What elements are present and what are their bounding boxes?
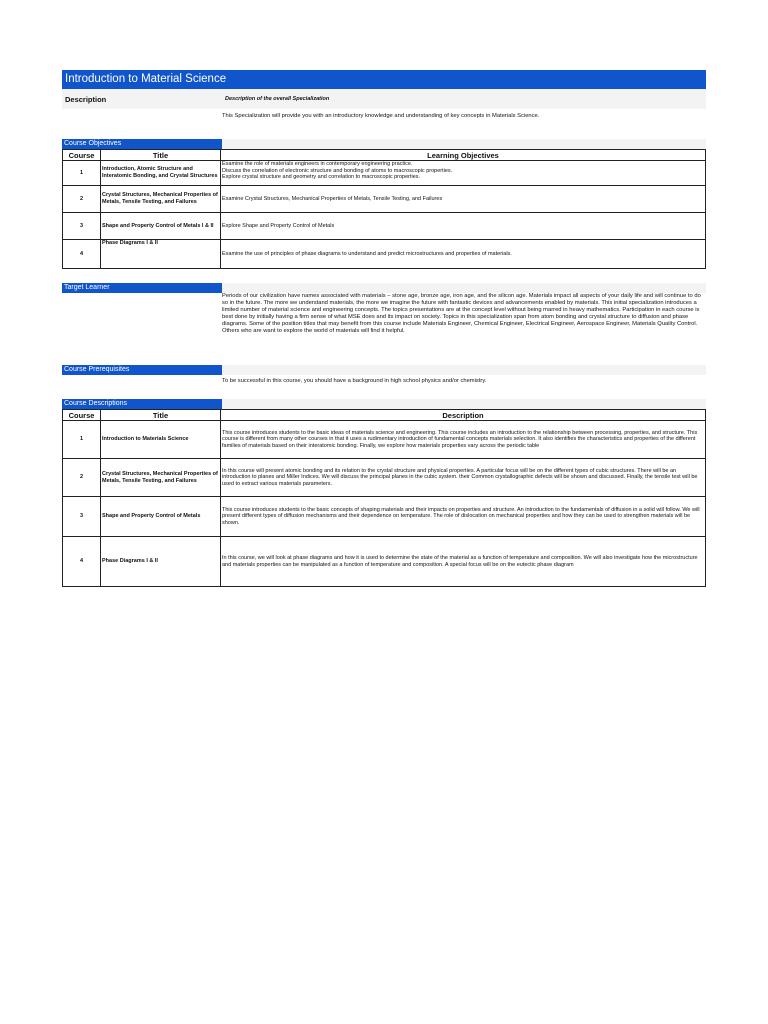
objective-line: Examine the role of materials engineers in contemporary engineering practice. [222, 161, 413, 167]
prerequisites-section [62, 365, 706, 385]
course-number: 4 [63, 240, 101, 269]
column-header-course: Course [63, 410, 101, 421]
descriptions-table [62, 409, 706, 587]
course-title: Crystal Structures, Mechanical Properties of Metals, Tensile Testing, and Failures [101, 186, 221, 213]
objective-line: Discuss the correlation of electronic structure and bonding of atoms to macroscopic properties. [222, 167, 453, 174]
course-objectives-section [62, 139, 706, 269]
description-row [62, 89, 706, 109]
learning-objectives: Examine the use of principles of phase diagrams to understand and predict microstructures and properties of materials. [221, 240, 706, 269]
course-title: Introduction, Atomic Structure and Interatomic Bonding, and Crystal Structures [101, 161, 221, 186]
target-learner-header [62, 283, 706, 293]
course-objectives-title: Course Objectives [62, 139, 222, 149]
course-number: 3 [63, 213, 101, 240]
table-row [63, 421, 706, 459]
course-number: 2 [63, 186, 101, 213]
description-label: Description [65, 94, 107, 104]
learning-objectives: Explore Shape and Property Control of Metals [221, 213, 706, 240]
course-descriptions-header [62, 399, 706, 409]
course-description: This course introduces students to the basic ideas of materials science and engineering. This course includes an introduction to the relationship between processing, properties, and structure. This course is different from many other courses in that it uses a rudimentary introduction of fundamental concepts materials selection. It also identifies the characteristics and properties of the different families of materials based on their interatomic bonding. Finally, we explore how materials properties vary across the periodic table [221, 421, 706, 459]
course-title: Phase Diagrams I & II [101, 537, 221, 587]
course-title: Shape and Property Control of Metals I & II [101, 213, 221, 240]
course-descriptions-title: Course Descriptions [62, 399, 222, 409]
target-learner-section [62, 283, 706, 335]
description-subtitle: Description of the overall Specialization [225, 96, 330, 102]
table-row [63, 186, 706, 213]
course-description: This course introduces students to the basic concepts of shaping materials and their impacts on properties and structure. An introduction to the fundamentals of diffusion in a solid will follow. We will present different types of diffusion mechanisms and their dependence on temperature. The role of dislocation on mechanical properties and how they can be used to strengthen materials will be shown. [221, 497, 706, 537]
table-row [63, 459, 706, 497]
table-row [63, 497, 706, 537]
course-number: 1 [63, 161, 101, 186]
course-descriptions-section [62, 399, 706, 587]
course-title: Phase Diagrams I & II [101, 240, 221, 269]
learning-objectives: Examine Crystal Structures, Mechanical Properties of Metals, Tensile Testing, and Failures [221, 186, 706, 213]
course-description: In this course, we will look at phase diagrams and how it is used to determine the state of the material as a function of temperature and composition. We will also investigate how the microstructure and materials properties can be manipulated as a function of temperature and composition. A special focus will be on the eutectic phase diagram [221, 537, 706, 587]
course-number: 4 [63, 537, 101, 587]
learning-objectives [221, 161, 706, 186]
course-number: 2 [63, 459, 101, 497]
objectives-header-row [63, 150, 706, 161]
course-title: Crystal Structures, Mechanical Properties of Metals, Tensile Testing, and Failures [101, 459, 221, 497]
objective-line: Explore crystal structure and geometry and correlation to macroscopic properties. [222, 174, 421, 181]
table-row [63, 537, 706, 587]
prerequisites-text: To be successful in this course, you should have a background in high school physics and/or chemistry. [222, 378, 487, 384]
column-header-title: Title [101, 150, 221, 161]
course-description: In this course will present atomic bonding and its relation to the crystal structure and physical properties. A particular focus will be on the different types of cubic structures. There will be an introduction to planes and Miller Indices. We will discuss the principal planes in the cubic system. their Common crystallographic defects will be shown and discussed. Finally, the tensile test will be used to extract various materials parameters. [221, 459, 706, 497]
description-text: This Specialization will provide you with an introductory knowledge and understanding of key concepts in Materials Science. [222, 113, 540, 119]
course-number: 1 [63, 421, 101, 459]
course-objectives-header [62, 139, 706, 149]
descriptions-header-row [63, 410, 706, 421]
course-title: Introduction to Materials Science [101, 421, 221, 459]
target-learner-text: Periods of our civilization have names associated with materials – stone age, bronze age, iron age, and the silicon age. Materials impact all aspects of your daily life and will continue to do so in the future. The more we understand materials, the more we imagine the future with fantastic devices and advancements enabled by materials. This initial specialization introduces a limited number of material science and engineering concepts. The topics presentations are at the concept level without being marred in heavy mathematics. Participation in each course is best done by initially having a firm sense of what MSE does and its impact on society. Topics in this specialization span from atom bonding and crystal structure to diffusion and phase diagrams. Some of the position titles that may benefit from this course include Materials Engineer, Chemical Engineer, Electrical Engineer, Aerospace Engineer, Materials Quality Control. Others who are want to explore the world of materials will find it helpful. [222, 293, 701, 334]
course-number: 3 [63, 497, 101, 537]
table-row [63, 161, 706, 186]
course-title: Shape and Property Control of Metals [101, 497, 221, 537]
column-header-course: Course [63, 150, 101, 161]
objectives-table [62, 149, 706, 269]
table-row [63, 213, 706, 240]
spreadsheet [62, 70, 706, 568]
prerequisites-header [62, 365, 706, 375]
prerequisites-title: Course Prerequisites [62, 365, 222, 375]
table-row [63, 240, 706, 269]
target-learner-title: Target Learner [62, 283, 222, 293]
page-title: Introduction to Material Science [62, 70, 706, 89]
column-header-description: Description [221, 410, 706, 421]
column-header-title: Title [101, 410, 221, 421]
column-header-objectives: Learning Objectives [221, 150, 706, 161]
